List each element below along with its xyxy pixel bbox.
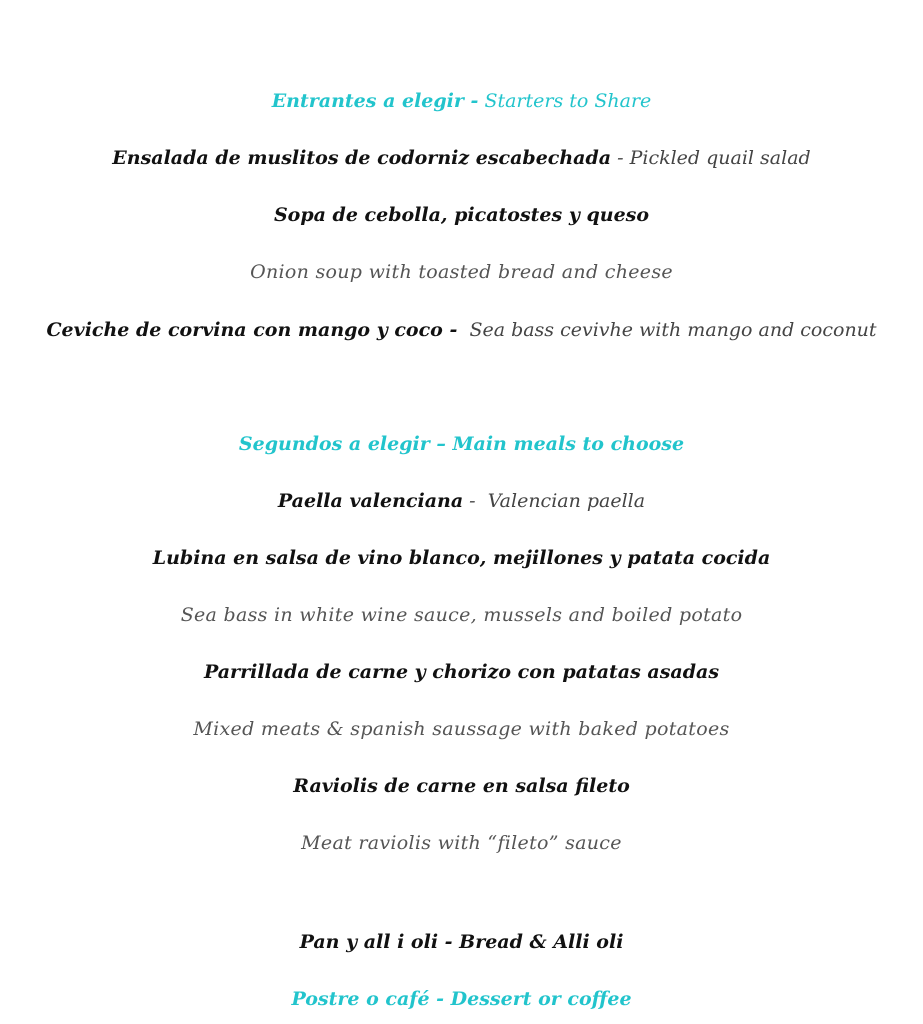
main-item-sea-bass-translation [0,600,923,630]
main-item-grill [0,657,923,687]
starter-item-es: Sopa de cebolla, picatostes y queso [273,204,650,226]
mains-heading-text: Segundos a elegir – Main meals to choose [238,433,685,455]
main-item-en: Sea bass in white wine sauce, mussels and boiled potato [180,604,743,626]
dessert-heading-text: Postre o café - Dessert or coffee [291,988,632,1010]
starter-item-en: Onion soup with toasted bread and cheese [250,261,673,283]
starter-item-en: Pickled quail salad [629,147,811,169]
main-item-es: Parrillada de carne y chorizo con patatas asadas [203,661,720,683]
starter-item-quail [0,143,923,173]
bread-text: Pan y all i oli - Bread & Alli oli [299,931,624,953]
starter-item-separator [457,319,469,341]
mains-heading [0,429,923,459]
starter-item-es: Ceviche de corvina con mango y coco - [46,319,458,341]
starter-item-es: Ensalada de muslitos de codorniz escabechada [112,147,612,169]
main-item-en: Valencian paella [487,490,646,512]
main-item-sea-bass [0,543,923,573]
starters-heading-es: Entrantes a elegir - [271,90,479,112]
starters-heading [0,86,923,116]
starter-item-separator: - [611,147,630,169]
starter-item-en: Sea bass cevivhe with mango and coconut [469,319,877,341]
main-item-es: Lubina en salsa de vino blanco, mejillones y patata cocida [152,547,771,569]
main-item-grill-translation [0,714,923,744]
main-item-raviolis [0,771,923,801]
bread-line [0,927,923,957]
starter-item-onion-soup-translation [0,257,923,287]
starter-item-onion-soup [0,200,923,230]
starter-item-ceviche [0,315,923,345]
main-item-separator: - [463,490,488,512]
starters-heading-en: Starters to Share [484,90,652,112]
main-item-raviolis-translation [0,828,923,858]
main-item-es: Paella valenciana [277,490,464,512]
main-item-en: Meat raviolis with “fileto” sauce [301,832,622,854]
main-item-paella [0,486,923,516]
main-item-en: Mixed meats & spanish saussage with baked potatoes [193,718,730,740]
dessert-heading [0,984,923,1014]
main-item-es: Raviolis de carne en salsa fileto [293,775,630,797]
